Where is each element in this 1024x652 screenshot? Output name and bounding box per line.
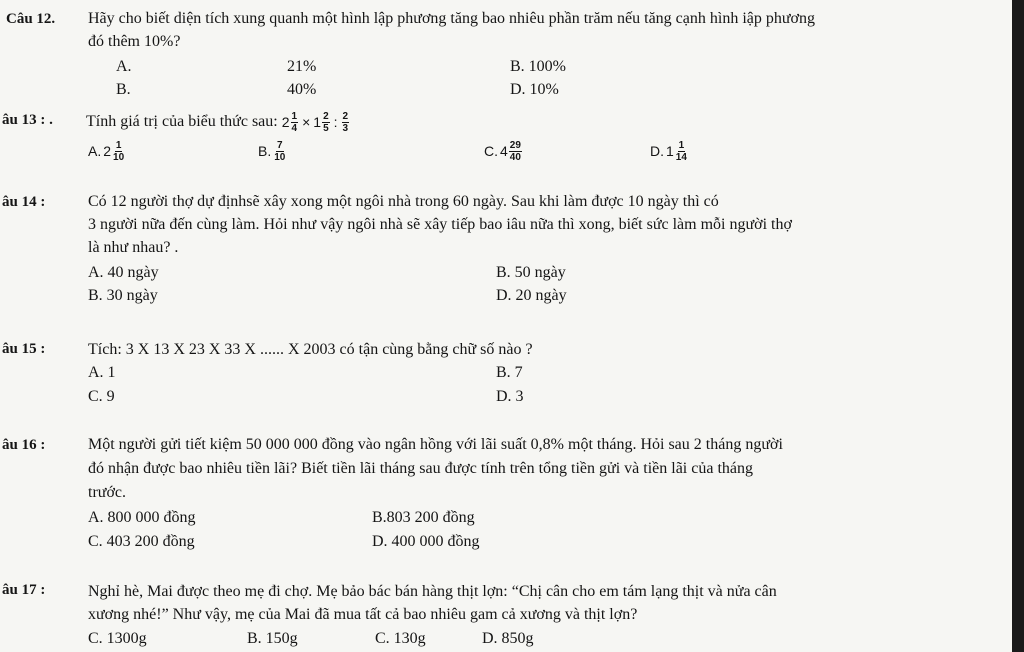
question-17-number: âu 17 : — [2, 582, 46, 598]
expr-operator: × — [302, 114, 311, 130]
question-16-text-line3: trước. — [88, 484, 127, 501]
expr-fraction: $\frac{2}{5}$ — [323, 110, 329, 134]
question-12-option-a-value: 21% — [287, 58, 317, 75]
option-label: B. — [258, 143, 272, 159]
question-17-text-line1: Nghỉ hè, Mai được theo mẹ đi chợ. Mẹ bảo bác bán hàng thịt lợn: “Chị cân cho em tám lạng thịt và nửa cân — [88, 583, 777, 600]
question-12-option-b-label: B. — [116, 81, 131, 98]
option-whole: 1 — [666, 143, 674, 159]
question-14-text-line3: là như nhau? . — [88, 239, 179, 256]
question-13-line — [86, 108, 350, 136]
question-15-option-c: C. 9 — [88, 388, 115, 405]
question-16-option-a: A. 800 000 đồng — [88, 509, 196, 526]
expr-operator: : — [333, 114, 338, 130]
question-16-option-b: B.803 200 đồng — [372, 509, 475, 526]
question-12-option-c: B. 100% — [510, 58, 566, 75]
question-15-option-d: D. 3 — [496, 388, 524, 405]
question-14-number: âu 14 : — [2, 194, 46, 210]
option-label: A. — [88, 143, 102, 159]
question-15-number: âu 15 : — [2, 341, 46, 357]
question-15-text: Tích: 3 X 13 X 23 X 33 X ...... X 2003 có tận cùng bằng chữ số nào ? — [88, 341, 533, 358]
option-label: C. — [484, 143, 498, 159]
expr-fraction: $\frac{2}{3}$ — [342, 110, 349, 134]
question-17-option-d: D. 850g — [482, 630, 534, 647]
option-whole: 2 — [103, 143, 112, 159]
question-12-option-a-label: A. — [116, 58, 132, 75]
question-14-text-line1: Có 12 người thợ dự địnhsẽ xây xong một ngôi nhà trong 60 ngày. Sau khi làm được 10 ngày thì có — [88, 193, 719, 210]
question-14-option-c: B. 30 ngày — [88, 287, 158, 304]
question-14-option-d: D. 20 ngày — [496, 287, 567, 304]
question-13-option-c — [484, 136, 523, 166]
question-15-option-b: B. 7 — [496, 364, 523, 381]
expr-fraction: $\frac{1}{4}$ — [291, 110, 298, 134]
question-16-option-d: D. 400 000 đồng — [372, 533, 480, 550]
question-14-option-a: A. 40 ngày — [88, 264, 159, 281]
question-12-option-d: D. 10% — [510, 81, 559, 98]
question-17-option-a: C. 1300g — [88, 630, 147, 647]
question-16-text-line2: đó nhận được bao nhiêu tiền lãi? Biết tiền lãi tháng sau được tính trên tổng tiền gửi và tiền lãi của tháng — [88, 460, 753, 477]
option-fraction: $\frac{7}{10}$ — [274, 139, 286, 163]
option-fraction: $\frac{1}{14}$ — [675, 139, 687, 163]
question-12-number: Câu 12. — [6, 11, 56, 27]
option-fraction: $\frac{29}{40}$ — [509, 139, 521, 163]
question-12-text-line1: Hãy cho biết diện tích xung quanh một hình lập phương tăng bao nhiêu phần trăm nếu tăng cạnh hình iập phương — [88, 10, 815, 27]
question-13-expression — [282, 111, 350, 134]
question-17-text-line2: xương nhé!” Như vậy, mẹ của Mai đã mua tất cả bao nhiêu gam cả xương và thịt lợn? — [88, 606, 638, 623]
question-14-text-line2: 3 người nữa đến cùng làm. Hỏi như vậy ngôi nhà sẽ xây tiếp bao iâu nữa thì xong, biết sức làm mỗi người thợ — [88, 216, 792, 233]
expr-whole: 1 — [313, 114, 322, 130]
question-12-text-line2: đó thêm 10%? — [88, 33, 181, 50]
question-15-option-a: A. 1 — [88, 364, 116, 381]
option-whole: 4 — [500, 143, 508, 159]
question-13-option-b — [258, 136, 287, 166]
option-fraction: $\frac{1}{10}$ — [113, 139, 125, 163]
expr-whole: 2 — [281, 114, 290, 130]
question-14-option-b: B. 50 ngày — [496, 264, 566, 281]
option-label: D. — [650, 143, 664, 159]
question-16-text-line1: Một người gửi tiết kiệm 50 000 000 đồng vào ngân hồng với lãi suất 0,8% một tháng. Hỏi sau 2 tháng người — [88, 436, 783, 453]
question-17-option-b: B. 150g — [247, 630, 298, 647]
question-13-option-a — [88, 136, 126, 166]
question-17-option-c: C. 130g — [375, 630, 426, 647]
question-12-option-b-value: 40% — [287, 81, 317, 98]
question-13-text: Tính giá trị của biểu thức sau: — [86, 113, 278, 130]
question-13-number: âu 13 : . — [2, 112, 53, 128]
question-16-number: âu 16 : — [2, 437, 46, 453]
question-13-option-d — [650, 136, 689, 166]
question-16-option-c: C. 403 200 đồng — [88, 533, 195, 550]
